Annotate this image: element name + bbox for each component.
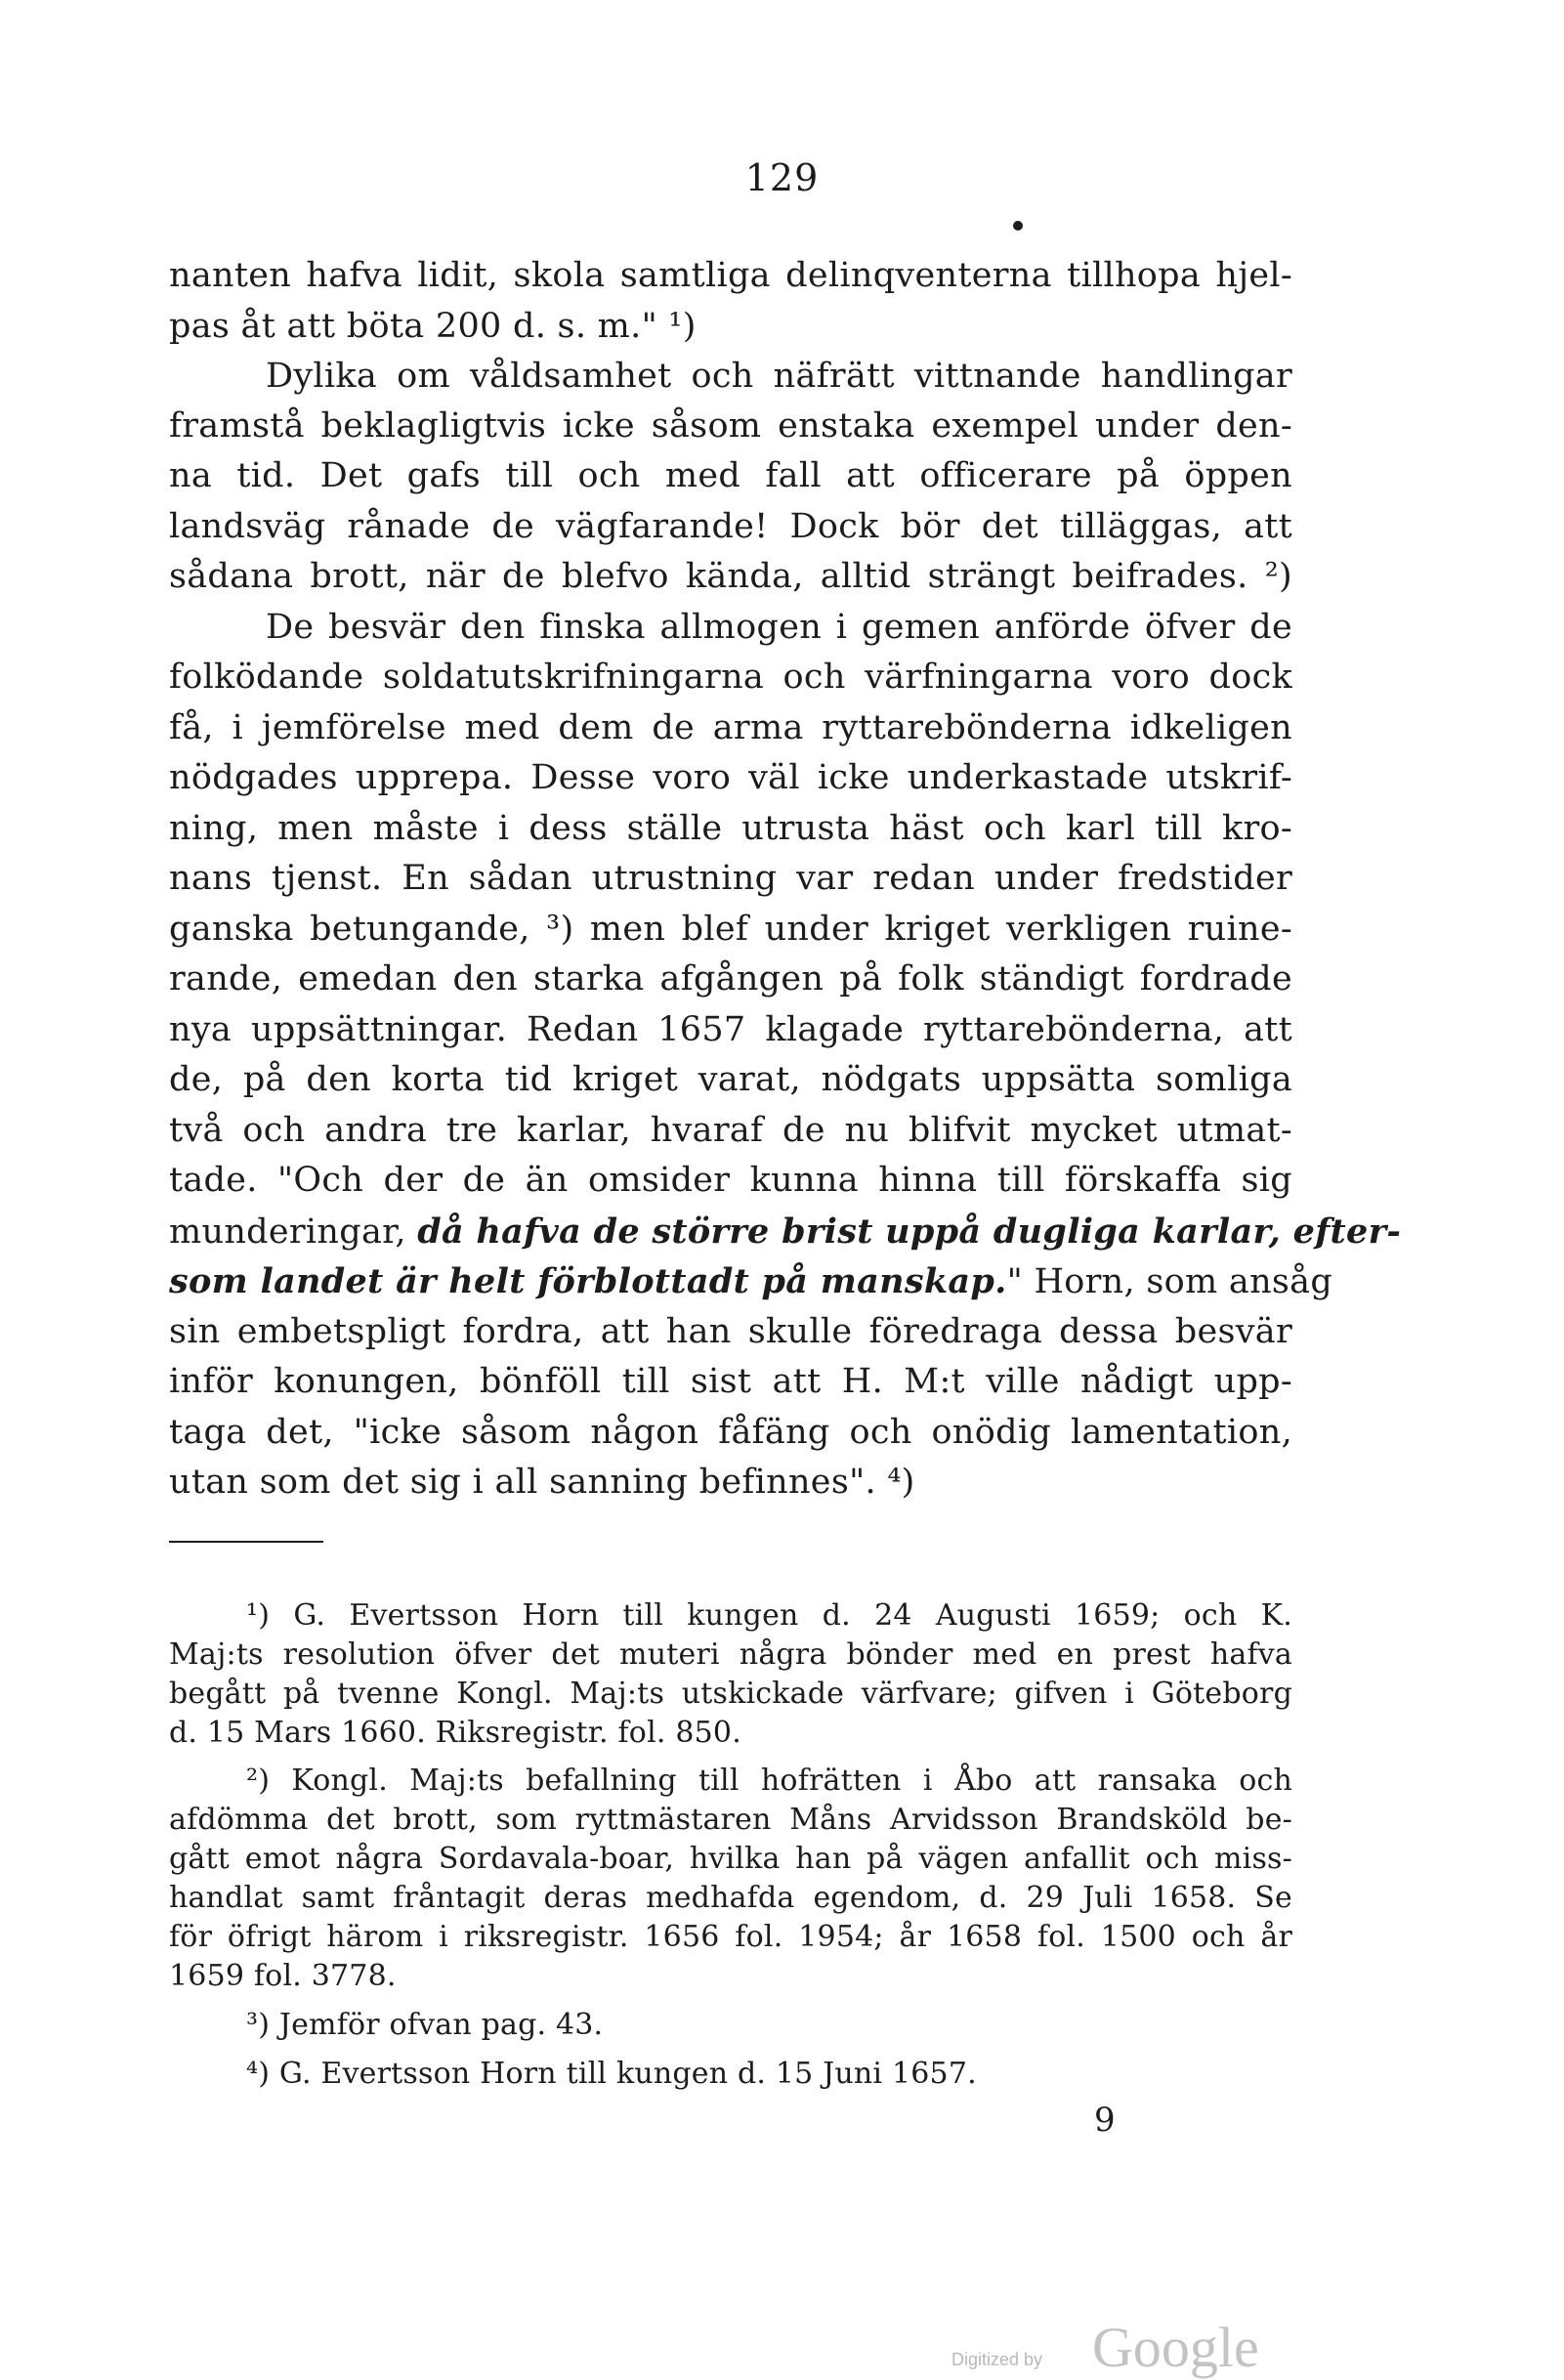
body-line: nödgades upprepa. Desse voro väl icke underkastade utskrif-: [169, 758, 1292, 797]
body-line: framstå beklagligtvis icke såsom enstaka exempel under den-: [169, 406, 1292, 446]
body-line: na tid. Det gafs till och med fall att officerare på öppen: [169, 456, 1292, 495]
signature-mark: 9: [1094, 2101, 1116, 2140]
page-number: 129: [744, 156, 820, 199]
body-line: [169, 1210, 1402, 1254]
google-logo: Google: [1092, 2316, 1259, 2379]
body-line: utan som det sig i all sanning befinnes". ⁴): [169, 1463, 915, 1502]
body-line: De besvär den finska allmogen i gemen anförde öfver de: [266, 608, 1292, 647]
body-line: inför konungen, bönföll till sist att H. M:t ville nådigt upp-: [169, 1362, 1292, 1401]
italic-quote: då hafva de större brist uppå dugliga karlar, efter-: [417, 1211, 1402, 1252]
footnote-line: handlat samt fråntagit deras medhafda egendom, d. 29 Juli 1658. Se: [169, 1881, 1292, 1915]
footnote-line: d. 15 Mars 1660. Riksregistr. fol. 850.: [169, 1716, 741, 1750]
body-line: rande, emedan den starka afgången på folk ständigt fordrade: [169, 959, 1292, 999]
footnote-rule: [169, 1541, 323, 1543]
footnote-line: ¹) G. Evertsson Horn till kungen d. 24 Augusti 1659; och K.: [246, 1598, 1292, 1633]
body-line: ning, men måste i dess ställe utrusta häst och karl till kro-: [169, 809, 1292, 848]
body-line: pas åt att böta 200 d. s. m." ¹): [169, 307, 697, 346]
watermark-text: Digitized by: [951, 2350, 1043, 2369]
body-line: taga det, "icke såsom någon fåfäng och onödig lamentation,: [169, 1413, 1292, 1452]
footnote-line: ²) Kongl. Maj:ts befallning till hofrätten i Åbo att ransaka och: [246, 1764, 1292, 1798]
footnote-line: gått emot några Sordavala-boar, hvilka han på vägen anfallit och miss-: [169, 1842, 1292, 1876]
footnote-line: begått på tvenne Kongl. Maj:ts utskickade värfvare; gifven i Göteborg: [169, 1677, 1292, 1711]
italic-quote: som landet är helt förblottadt på manskap.: [169, 1261, 1007, 1301]
footnote-line: för öfrigt härom i riksregistr. 1656 fol. 1954; år 1658 fol. 1500 och år: [169, 1920, 1292, 1954]
footnote-line: afdömma det brott, som ryttmästaren Måns Arvidsson Brandsköld be-: [169, 1803, 1292, 1837]
body-line: de, på den korta tid kriget varat, nödgats uppsätta somliga: [169, 1060, 1292, 1099]
body-line: nanten hafva lidit, skola samtliga delinqventerna tillhopa hjel-: [169, 256, 1292, 295]
body-line: ganska betungande, ³) men blef under kriget verkligen ruine-: [169, 910, 1292, 949]
body-line: landsväg rånade de vägfarande! Dock bör det tilläggas, att: [169, 507, 1292, 546]
body-line: [169, 1259, 1333, 1304]
footnote-line: ³) Jemför ofvan pag. 43.: [246, 2008, 604, 2042]
body-line: få, i jemförelse med dem de arma ryttarebönderna idkeligen: [169, 708, 1292, 747]
footnote-line: Maj:ts resolution öfver det muteri några bönder med en prest hafva: [169, 1637, 1292, 1672]
body-line: folködande soldatutskrifningarna och värfningarna voro dock: [169, 658, 1292, 697]
body-line: tade. "Och der de än omsider kunna hinna till förskaffa sig: [169, 1161, 1292, 1200]
body-line: sin embetspligt fordra, att han skulle föredraga dessa besvär: [169, 1312, 1292, 1351]
body-line: nans tjenst. En sådan utrustning var redan under fredstider: [169, 859, 1292, 898]
footnote-line: 1659 fol. 3778.: [169, 1959, 397, 1993]
digitized-watermark: [951, 2316, 1264, 2379]
body-text-run: munderingar,: [169, 1212, 406, 1252]
body-line: Dylika om våldsamhet och näfrätt vittnande handlingar: [266, 357, 1292, 396]
footnote-line: ⁴) G. Evertsson Horn till kungen d. 15 Juni 1657.: [246, 2057, 977, 2091]
body-line: sådana brott, när de blefvo kända, alltid strängt beifrades. ²): [169, 557, 1292, 596]
body-line: nya uppsättningar. Redan 1657 klagade ryttarebönderna, att: [169, 1010, 1292, 1049]
body-text-run: " Horn, som ansåg: [1006, 1262, 1333, 1301]
ink-dot: [1013, 221, 1023, 231]
body-line: två och andra tre karlar, hvaraf de nu blifvit mycket utmat-: [169, 1111, 1292, 1150]
